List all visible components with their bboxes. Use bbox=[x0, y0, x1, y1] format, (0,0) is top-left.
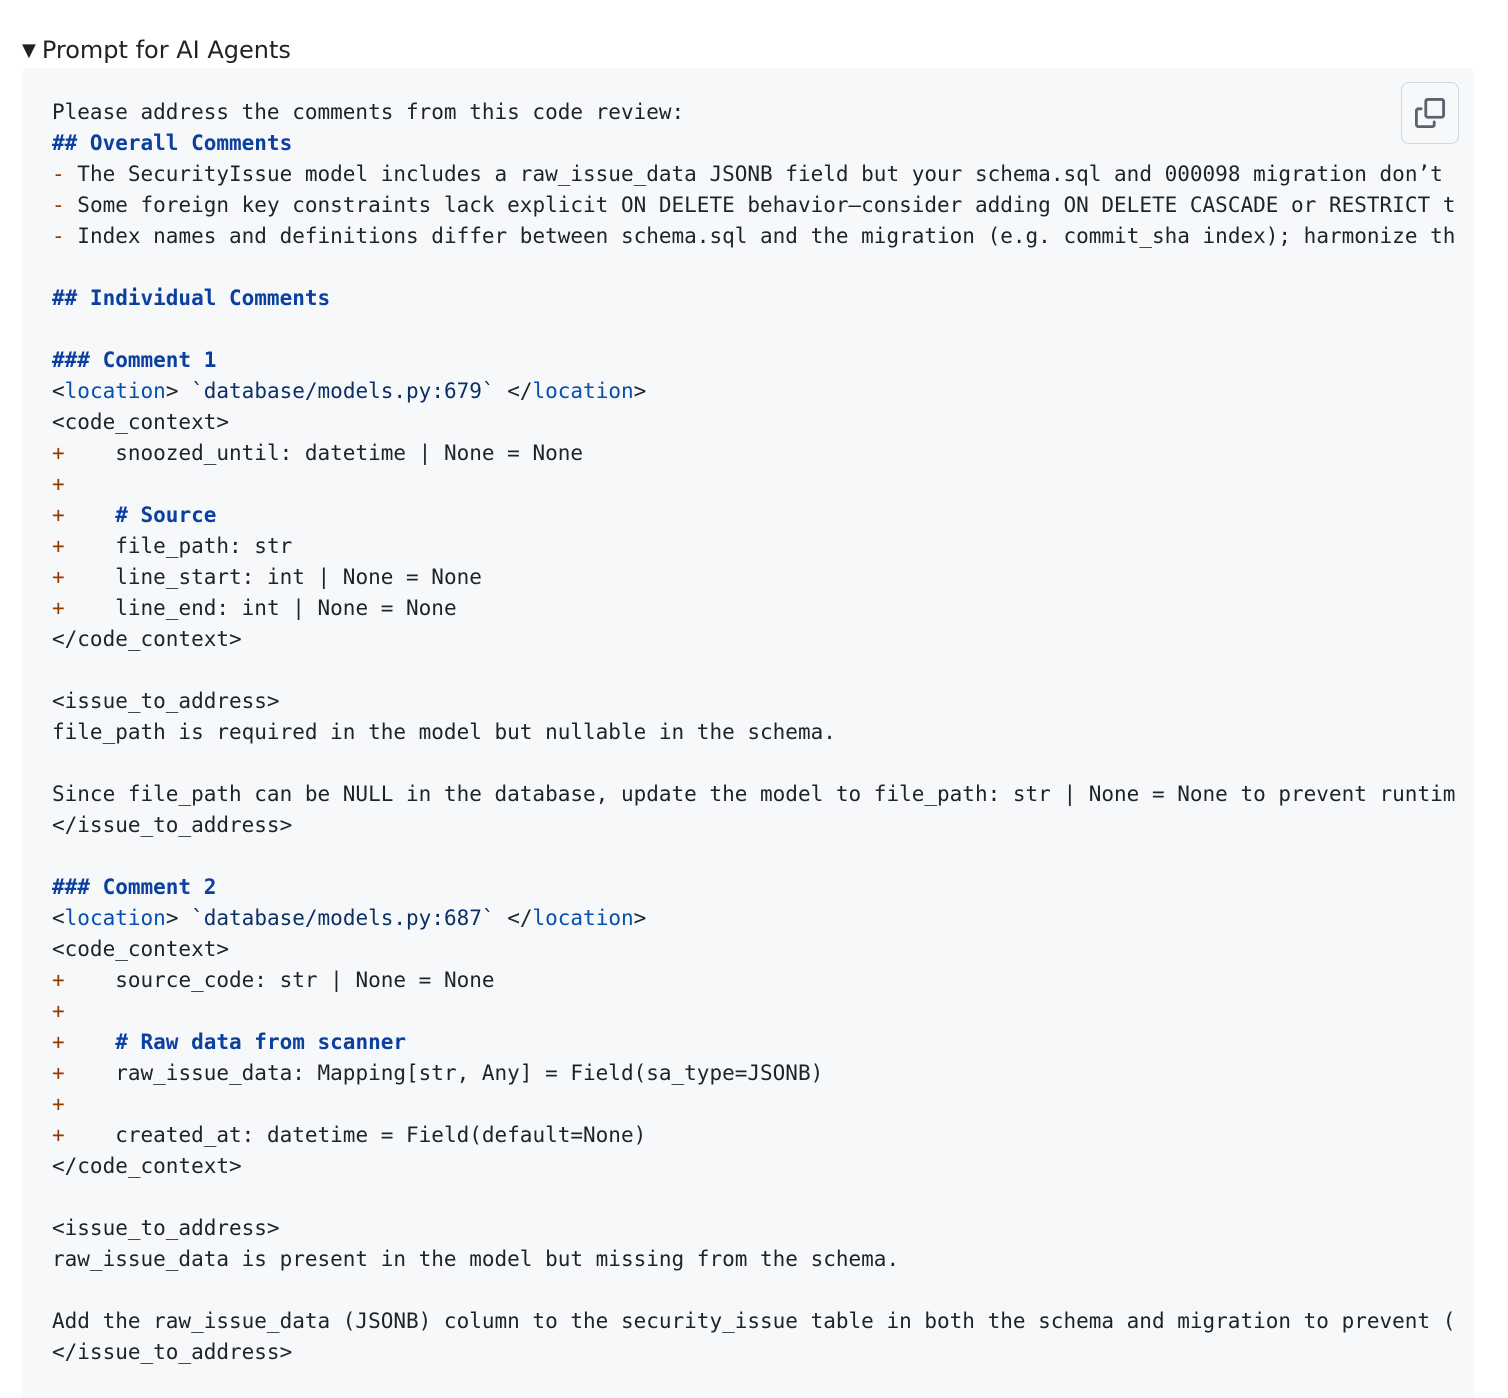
code-token: line_end: int | None = None bbox=[64, 596, 457, 620]
code-token bbox=[65, 503, 116, 527]
code-token: - bbox=[52, 193, 78, 217]
code-token: - bbox=[52, 162, 78, 186]
code-line bbox=[52, 996, 1455, 1027]
code-token: + bbox=[52, 534, 65, 558]
code-token: ## Overall Comments bbox=[52, 131, 293, 155]
code-line bbox=[52, 283, 1455, 314]
code-line bbox=[52, 872, 1455, 903]
code-token: <code_context> bbox=[52, 410, 230, 434]
code-token: + bbox=[52, 565, 65, 589]
code-token: Some foreign key constraints lack explicit ON DELETE behavior—consider adding ON DELETE CASCADE or RESTRICT t bbox=[77, 193, 1456, 217]
code-token: location bbox=[64, 906, 166, 930]
triangle-down-icon: ▼ bbox=[22, 39, 36, 61]
code-line bbox=[52, 965, 1455, 996]
code-token: + bbox=[52, 472, 65, 496]
code-line bbox=[52, 779, 1455, 810]
code-token: <issue_to_address> bbox=[52, 1216, 280, 1240]
code-line bbox=[52, 624, 1455, 655]
summary-label: Prompt for AI Agents bbox=[41, 36, 291, 64]
code-line bbox=[52, 841, 1455, 872]
code-token: + bbox=[52, 503, 65, 527]
code-line bbox=[52, 438, 1455, 469]
code-token: # Raw data from scanner bbox=[115, 1030, 407, 1054]
code-line bbox=[52, 1120, 1455, 1151]
code-line bbox=[52, 686, 1455, 717]
code-line bbox=[52, 1182, 1455, 1213]
code-token: created_at: datetime = Field(default=None) bbox=[64, 1123, 647, 1147]
code-line bbox=[52, 1151, 1455, 1182]
code-line bbox=[52, 1306, 1455, 1337]
code-token: </ bbox=[494, 379, 533, 403]
copy-icon bbox=[1415, 98, 1445, 128]
code-content bbox=[52, 97, 1455, 1368]
code-token: Since file_path can be NULL in the database, update the model to file_path: str | None = None to prevent runtim bbox=[52, 782, 1456, 806]
code-line bbox=[52, 593, 1455, 624]
code-line bbox=[52, 128, 1455, 159]
code-token: + bbox=[52, 1030, 65, 1054]
code-line bbox=[52, 376, 1455, 407]
code-token: raw_issue_data: Mapping[str, Any] = Field(sa_type=JSONB) bbox=[64, 1061, 824, 1085]
code-token: location bbox=[64, 379, 166, 403]
code-line bbox=[52, 252, 1455, 283]
code-line bbox=[52, 314, 1455, 345]
code-line bbox=[52, 655, 1455, 686]
code-line bbox=[52, 1027, 1455, 1058]
code-token: ### Comment 1 bbox=[52, 348, 217, 372]
code-token: source_code: str | None = None bbox=[64, 968, 495, 992]
code-token: line_start: int | None = None bbox=[64, 565, 482, 589]
code-token: The SecurityIssue model includes a raw_issue_data JSONB field but your schema.sql and 000098 migration don’t bbox=[77, 162, 1443, 186]
code-token: < bbox=[52, 379, 65, 403]
code-line bbox=[52, 1337, 1455, 1368]
code-token: Add the raw_issue_data (JSONB) column to the security_issue table in both the schema and migration to prevent ( bbox=[52, 1309, 1456, 1333]
code-line bbox=[52, 562, 1455, 593]
code-token: snoozed_until: datetime | None = None bbox=[64, 441, 584, 465]
code-token: raw_issue_data is present in the model but missing from the schema. bbox=[52, 1247, 900, 1271]
code-token: > bbox=[633, 906, 647, 930]
code-line bbox=[52, 810, 1455, 841]
code-line bbox=[52, 407, 1455, 438]
code-token: file_path is required in the model but nullable in the schema. bbox=[52, 720, 836, 744]
code-token: </code_context> bbox=[52, 627, 242, 651]
code-line bbox=[52, 1244, 1455, 1275]
code-line bbox=[52, 1089, 1455, 1120]
code-token: ### Comment 2 bbox=[52, 875, 217, 899]
code-token: + bbox=[52, 441, 65, 465]
code-line bbox=[52, 934, 1455, 965]
code-token: `database/models.py:679` bbox=[191, 379, 495, 403]
code-line bbox=[52, 221, 1455, 252]
code-token: > bbox=[633, 379, 647, 403]
code-line bbox=[52, 159, 1455, 190]
code-token: Index names and definitions differ between schema.sql and the migration (e.g. commit_sha index); harmonize th bbox=[77, 224, 1456, 248]
code-line bbox=[52, 469, 1455, 500]
code-line bbox=[52, 903, 1455, 934]
code-line bbox=[52, 1058, 1455, 1089]
code-line bbox=[52, 1275, 1455, 1306]
code-token: # Source bbox=[115, 503, 217, 527]
copy-button[interactable] bbox=[1401, 82, 1459, 144]
code-line bbox=[52, 500, 1455, 531]
code-block bbox=[22, 68, 1474, 1398]
prompt-details-summary[interactable] bbox=[22, 32, 291, 68]
code-line bbox=[52, 345, 1455, 376]
code-token: + bbox=[52, 968, 65, 992]
code-token: location bbox=[532, 379, 634, 403]
code-line bbox=[52, 748, 1455, 779]
code-token: + bbox=[52, 1092, 65, 1116]
code-token: - bbox=[52, 224, 78, 248]
code-token: <issue_to_address> bbox=[52, 689, 280, 713]
code-token: > bbox=[165, 906, 192, 930]
code-token: </ bbox=[494, 906, 533, 930]
code-token: + bbox=[52, 1123, 65, 1147]
code-line bbox=[52, 97, 1455, 128]
code-token: Please address the comments from this code review: bbox=[52, 100, 685, 124]
code-token: location bbox=[532, 906, 634, 930]
code-token: </issue_to_address> bbox=[52, 813, 293, 837]
code-line bbox=[52, 531, 1455, 562]
code-line bbox=[52, 717, 1455, 748]
code-token: + bbox=[52, 596, 65, 620]
code-token bbox=[65, 1030, 116, 1054]
code-token: </code_context> bbox=[52, 1154, 242, 1178]
code-line bbox=[52, 190, 1455, 221]
code-token: file_path: str bbox=[64, 534, 293, 558]
code-token: `database/models.py:687` bbox=[191, 906, 495, 930]
code-token: > bbox=[165, 379, 192, 403]
code-token: <code_context> bbox=[52, 937, 230, 961]
code-token: + bbox=[52, 999, 65, 1023]
code-token: </issue_to_address> bbox=[52, 1340, 293, 1364]
code-token: ## Individual Comments bbox=[52, 286, 331, 310]
code-token: < bbox=[52, 906, 65, 930]
code-line bbox=[52, 1213, 1455, 1244]
code-token: + bbox=[52, 1061, 65, 1085]
